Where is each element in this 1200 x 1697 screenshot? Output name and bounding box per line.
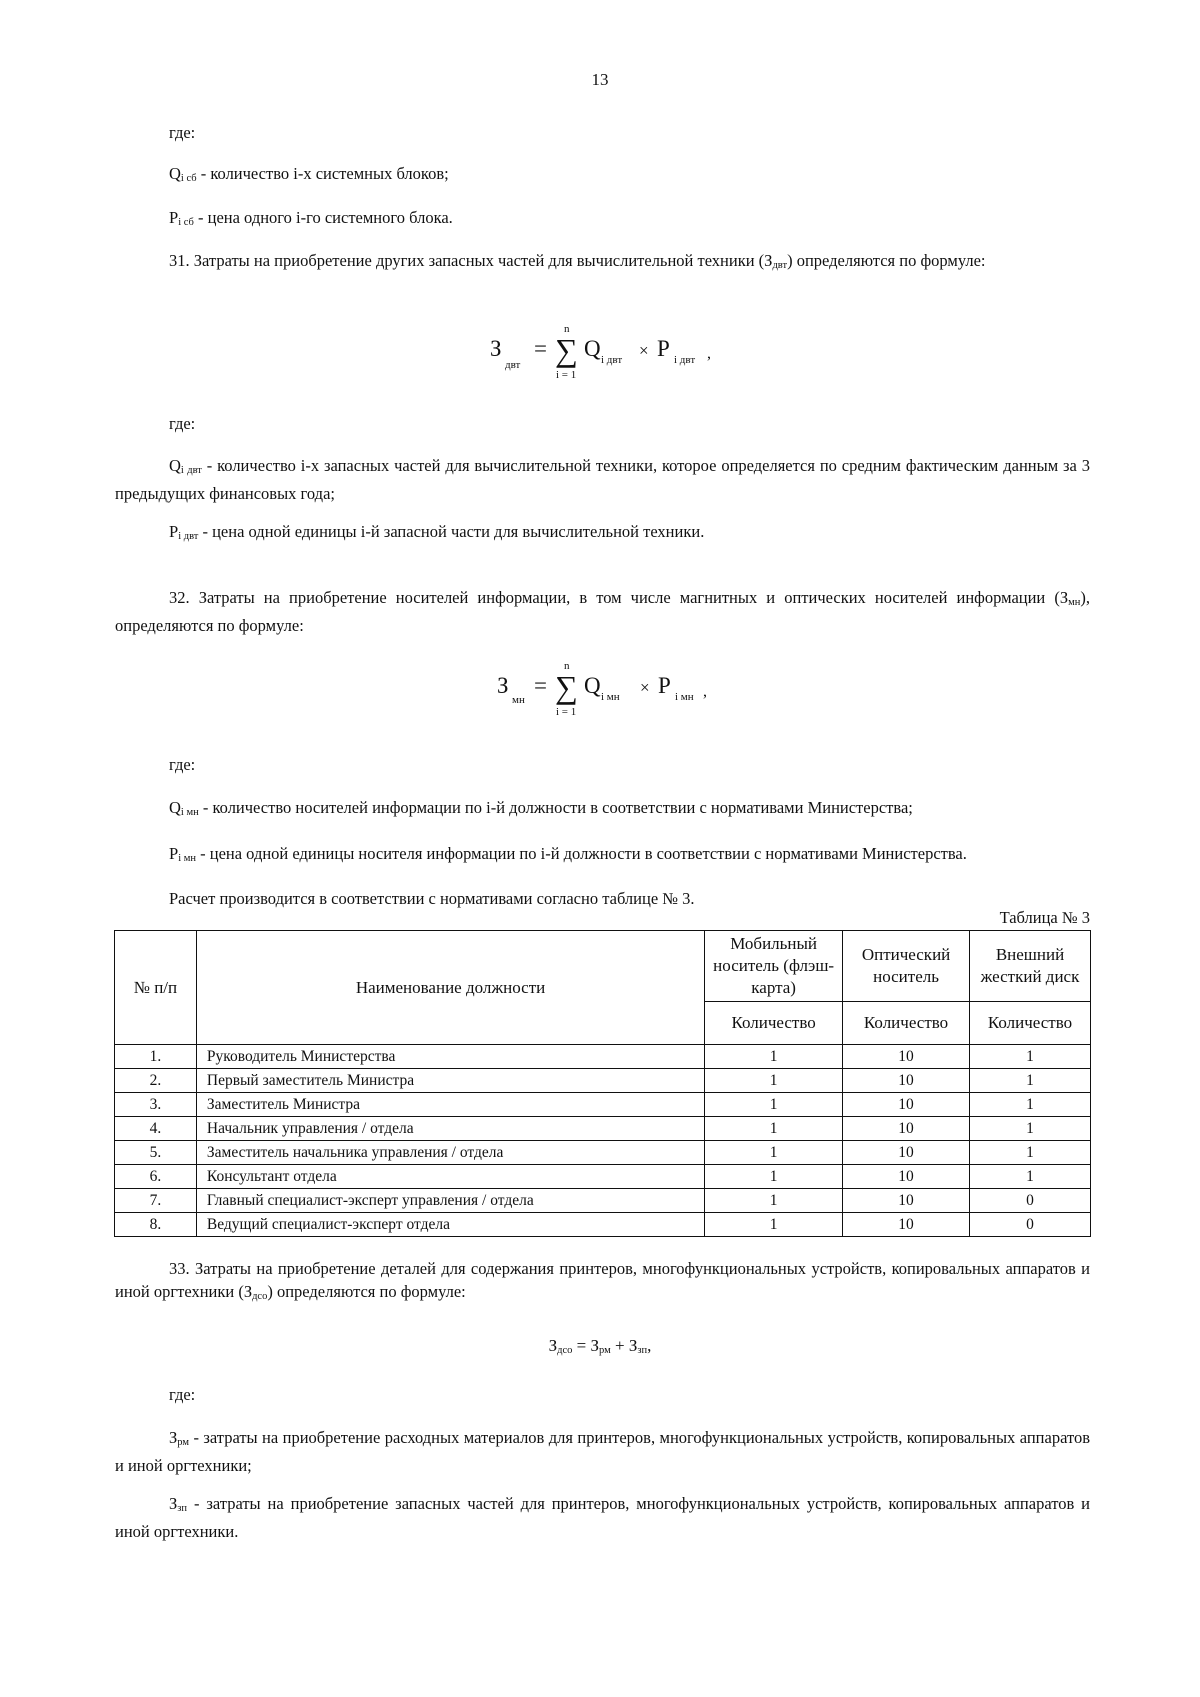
cell-num: 8. <box>115 1213 197 1237</box>
cell-num: 3. <box>115 1093 197 1117</box>
cell-optical: 10 <box>843 1165 970 1189</box>
formula-lhs: З <box>497 673 509 698</box>
where-label: где: <box>169 1385 196 1404</box>
sum-upper-limit: n <box>564 323 570 335</box>
formula-tail: , <box>707 345 711 362</box>
definition-q-mn: $Q_{i мн}$ - количество носителей информации по i-й должности в соответствии с нормативами Министерства; <box>169 798 913 818</box>
cell-optical: 10 <box>843 1117 970 1141</box>
formula-p-sub: i двт <box>674 354 696 366</box>
cell-num: 4. <box>115 1117 197 1141</box>
cell-position: Главный специалист-эксперт управления / отдела <box>196 1189 704 1213</box>
norms-table <box>114 930 1091 1237</box>
table-row <box>115 1141 1091 1165</box>
header-external-disk: Внешний жесткий диск <box>970 931 1091 1002</box>
header-num: № п/п <box>115 931 197 1045</box>
header-qty: Количество <box>705 1002 843 1045</box>
cell-optical: 10 <box>843 1189 970 1213</box>
cell-disk: 1 <box>970 1093 1091 1117</box>
header-optical-media: Оптический носитель <box>843 931 970 1002</box>
cell-position: Консультант отдела <box>196 1165 704 1189</box>
formula-eq: = <box>534 336 547 361</box>
formula-times: × <box>639 341 649 360</box>
cell-mobile: 1 <box>705 1213 843 1237</box>
formula-eq: = <box>534 673 547 698</box>
cell-position: Начальник управления / отдела <box>196 1117 704 1141</box>
sum-lower-limit: i = 1 <box>556 369 577 381</box>
cell-disk: 0 <box>970 1189 1091 1213</box>
table-row <box>115 1189 1091 1213</box>
table-row <box>115 1117 1091 1141</box>
cell-num: 1. <box>115 1045 197 1069</box>
table-row <box>115 1093 1091 1117</box>
definition-q-sb: $Q_{i сб}$ - количество i-х системных блоков; <box>169 164 449 184</box>
formula-q: Q <box>584 673 601 698</box>
formula-p: P <box>658 673 671 698</box>
cell-disk: 1 <box>970 1117 1091 1141</box>
cell-mobile: 1 <box>705 1069 843 1093</box>
formula-p-sub: i мн <box>675 691 694 703</box>
formula-q-sub: i двт <box>601 354 623 366</box>
formula-lhs-sub: двт <box>505 359 521 371</box>
cell-num: 7. <box>115 1189 197 1213</box>
page-number: 13 <box>591 70 609 89</box>
table-row <box>115 1213 1091 1237</box>
cell-disk: 1 <box>970 1045 1091 1069</box>
definition-q-dvt: $Q_{i двт}$ - количество i-х запасных частей для вычислительной техники, которое определяется по средним фактическим данным за 3 предыдущих финансовых года; <box>115 456 1091 503</box>
cell-optical: 10 <box>843 1069 970 1093</box>
formula-p: P <box>657 336 670 361</box>
paragraph-32: 32. Затраты на приобретение носителей информации, в том числе магнитных и оптических носителей информации $(З_{мн})$, определяются по формуле: <box>115 588 1090 635</box>
formula-times: × <box>640 678 650 697</box>
header-mobile-media: Мобильный носитель (флэш-карта) <box>705 931 843 1002</box>
formula-q-sub: i мн <box>601 691 620 703</box>
header-position: Наименование должности <box>196 931 704 1045</box>
cell-num: 6. <box>115 1165 197 1189</box>
cell-optical: 10 <box>843 1213 970 1237</box>
formula-lhs-sub: мн <box>512 694 525 706</box>
cell-mobile: 1 <box>705 1189 843 1213</box>
cell-optical: 10 <box>843 1141 970 1165</box>
where-label: где: <box>169 414 196 433</box>
cell-num: 5. <box>115 1141 197 1165</box>
cell-position: Заместитель Министра <box>196 1093 704 1117</box>
definition-p-sb: $P_{i сб}$ - цена одного i-го системного блока. <box>169 208 453 228</box>
formula-q: Q <box>584 336 601 361</box>
calc-note: Расчет производится в соответствии с нормативами согласно таблице № 3. <box>169 889 695 908</box>
definition-rm: $З_{рм}$ - затраты на приобретение расходных материалов для принтеров, многофункциональных устройств, копировальных аппаратов и иной оргтехники; <box>115 1428 1090 1475</box>
sigma-symbol: ∑ <box>555 332 578 368</box>
cell-position: Первый заместитель Министра <box>196 1069 704 1093</box>
cell-num: 2. <box>115 1069 197 1093</box>
cell-mobile: 1 <box>705 1141 843 1165</box>
sum-upper-limit: n <box>564 660 570 672</box>
table-row <box>115 1045 1091 1069</box>
cell-disk: 0 <box>970 1213 1091 1237</box>
sigma-symbol: ∑ <box>555 669 578 705</box>
where-label: где: <box>169 755 196 774</box>
cell-mobile: 1 <box>705 1117 843 1141</box>
cell-position: Ведущий специалист-эксперт отдела <box>196 1213 704 1237</box>
header-qty: Количество <box>843 1002 970 1045</box>
cell-optical: 10 <box>843 1093 970 1117</box>
paragraph-33: 33. Затраты на приобретение деталей для содержания принтеров, многофункциональных устройств, копировальных аппаратов и иной оргтехники $(З_{дсо})$ определяются по формуле: <box>115 1259 1090 1302</box>
definition-zp: $З_{зп}$ - затраты на приобретение запасных частей для принтеров, многофункциональных устройств, копировальных аппаратов и иной оргтехники. <box>115 1494 1090 1541</box>
definition-p-mn: $P_{i мн}$ - цена одной единицы носителя информации по i-й должности в соответствии с нормативами Министерства. <box>169 844 967 864</box>
paragraph-31: 31. Затраты на приобретение других запасных частей для вычислительной техники $(З_{двт})$ определяются по формуле: <box>169 251 986 271</box>
table-row <box>115 1165 1091 1189</box>
cell-position: Заместитель начальника управления / отдела <box>196 1141 704 1165</box>
cell-disk: 1 <box>970 1165 1091 1189</box>
definition-p-dvt: $P_{i двт}$ - цена одной единицы i-й запасной части для вычислительной техники. <box>169 522 705 542</box>
header-qty: Количество <box>970 1002 1091 1045</box>
cell-mobile: 1 <box>705 1093 843 1117</box>
cell-optical: 10 <box>843 1045 970 1069</box>
table-row <box>115 1069 1091 1093</box>
formula-33: $З_{дсо} = З_{рм} + З_{зп}$, <box>548 1336 652 1356</box>
formula-tail: , <box>703 683 707 700</box>
cell-mobile: 1 <box>705 1045 843 1069</box>
sum-lower-limit: i = 1 <box>556 706 577 718</box>
cell-mobile: 1 <box>705 1165 843 1189</box>
cell-disk: 1 <box>970 1141 1091 1165</box>
formula-lhs: З <box>490 336 502 361</box>
cell-disk: 1 <box>970 1069 1091 1093</box>
table-caption: Таблица № 3 <box>999 908 1090 927</box>
where-label: где: <box>169 123 196 142</box>
cell-position: Руководитель Министерства <box>196 1045 704 1069</box>
